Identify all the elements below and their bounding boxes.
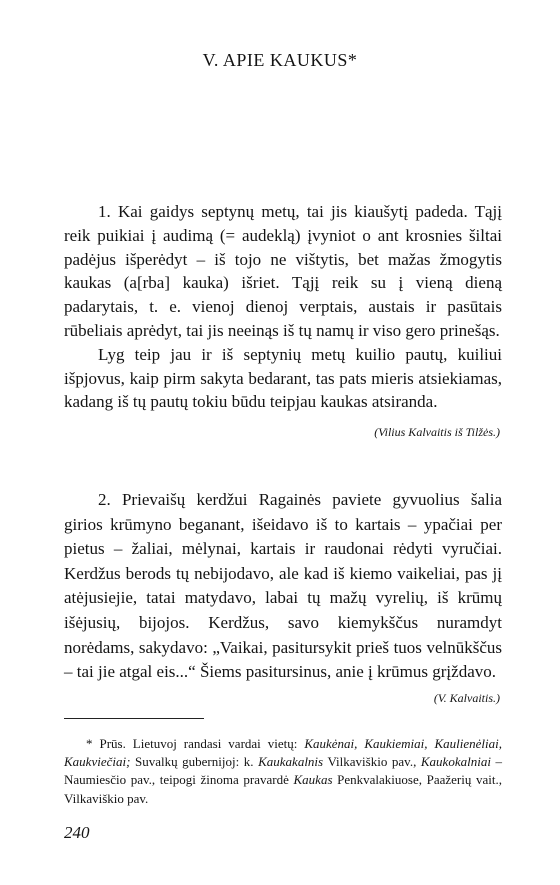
footnote-text: – Naumiesčio pav., teipogi žinoma pravardė [64, 754, 503, 788]
footnote-place-names: Kaukėnai, Kaukiemiai, Kaulienėliai, Kaukviečiai; [64, 736, 503, 770]
footnote-text: Suvalkų gubernijoj: k. [130, 754, 259, 770]
story-2-source: (V. Kalvaitis.) [433, 691, 500, 705]
footnote-text: Vilkaviškio pav., [323, 754, 421, 770]
story-2 [64, 488, 502, 685]
footnote-text: Prūs. Lietuvoj randasi vardai vietų: [99, 736, 305, 751]
story-1-paragraph-2: Lyg teip jau ir iš septynių metų kuilio pautų, kuiliui išpjovus, kaip pirm sakyta bedarant, tas pats mieris atsiekiamas, kadang iš tų pautų tokiu būdu teipjau kaukas atsiranda. [64, 344, 502, 412]
page-number: 240 [64, 823, 90, 842]
footnote [64, 735, 502, 808]
footnote-text: Penkvalakiuose, Paažerių vait., Vilkaviškio pav. [64, 772, 502, 806]
footnote-divider [64, 718, 204, 719]
story-2-paragraph-1: 2. Prievaišų kerdžui Ragainės paviete gyvuolius šalia girios krūmyno beganant, išeidavo iš to kartais – ypačiai per pietus – žaliai, mėlynai, kartais ir raudonai rėdyti vyručiai. Kerdžus berods tų nebijodavo, ale kad iš kiemo vaikeliai, pas jį atėjusiejie, tatai matydavo, labai tų mažų vyrelių, iš krūmų išėjusių, bijojos. Kerdžus, savo kiemykščus nuramdyt norėdams, sakydavo: „Vaikai, pasitursykit prieš tuos velnūkščus – tai jie atgal eis...“ Šiems pasitursinus, anie į krūmus grįždavo. [64, 490, 502, 682]
footnote-place-name: Kaukokalniai [420, 754, 491, 770]
story-1 [64, 200, 502, 414]
footnote-place-name: Kaukakalnis [258, 754, 324, 770]
story-1-paragraph-1: 1. Kai gaidys septynų metų, tai jis kiaušytį padeda. Tąjį reik puikiai į audimą (= audeklą) įvyniot o ant krosnies šiltai padėjus išperėdyt – iš tojo ne vištytis, bet mažas žmogytis kaukas (a[rba] kauka) išriet. Tąjį reik su į vieną dieną padarytais, t. e. vienoj dienoj verptais, austais ir pasūtais rūbeliais aprėdyt, tai jis neeinąs iš tų namų ir viso gero prinešąs. [64, 202, 502, 340]
story-1-source: (Vilius Kalvaitis iš Tilžės.) [374, 425, 500, 439]
footnote-nickname: Kaukas [293, 772, 333, 788]
chapter-title: V. APIE KAUKUS* [202, 50, 358, 70]
footnote-marker: * [86, 736, 100, 751]
